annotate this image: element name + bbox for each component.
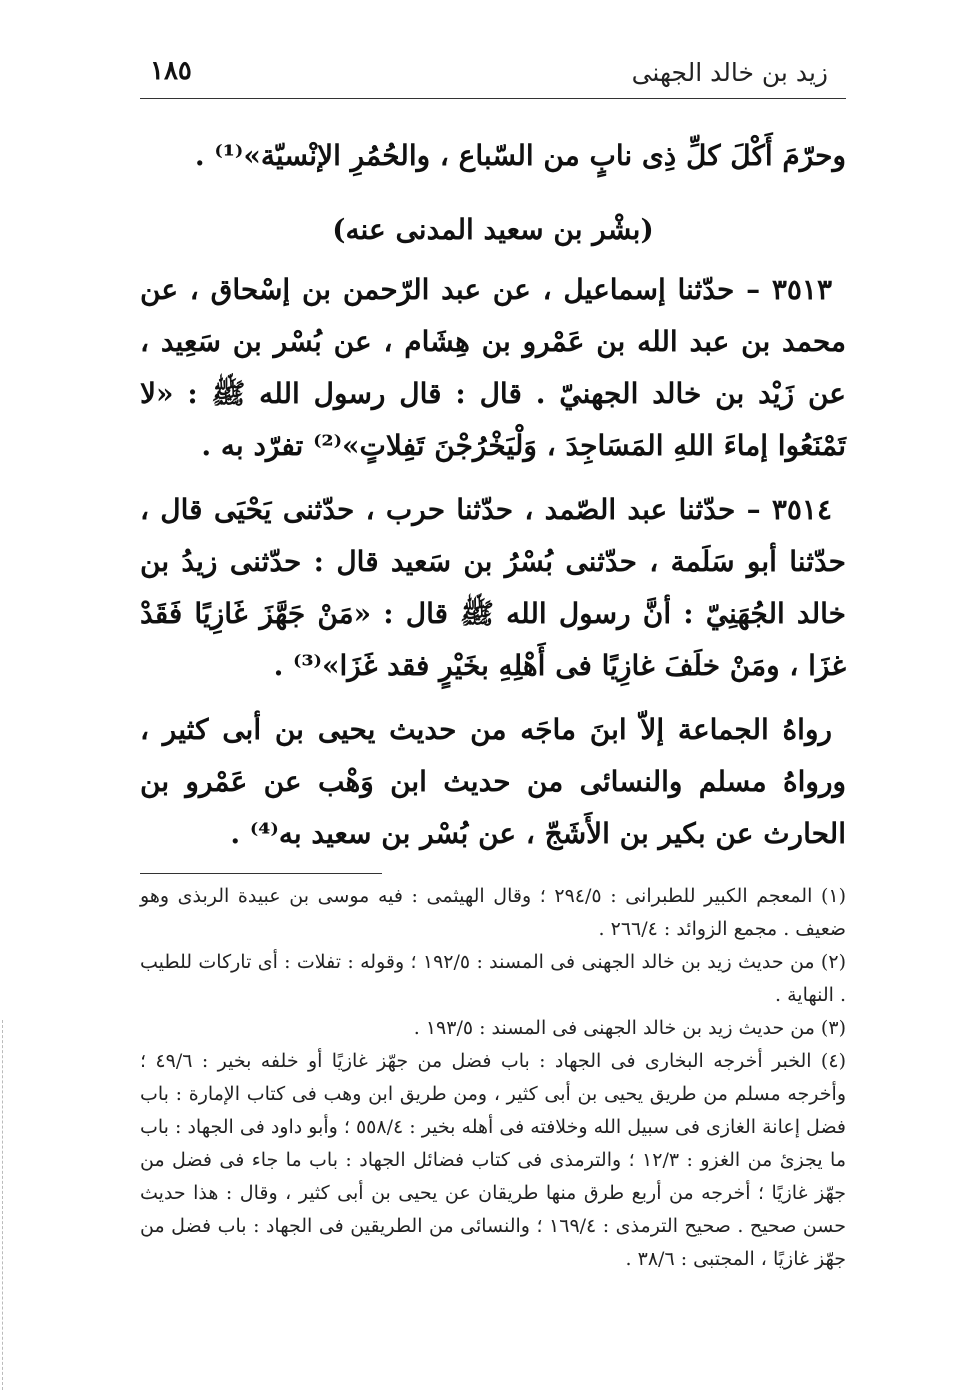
footnote-separator [140,873,382,874]
footnote-3: (٣) من حديث زيد بن خالد الجهنى فى المسند : ١٩٣/٥ . [413,1017,846,1039]
narration-note: رواهُ الجماعة إلاّ ابنَ ماجَه من حديث يحيى بن أبى كثير ، ورواهُ مسلم والنسائى من حديث ابن وَهْب عن عَمْرو بن الحارث عن بكير بن الأَشَجّ ، عن بُسْر بن سعيد به⁽⁴⁾ . [140,713,846,850]
hadith-3514: ٣٥١٤ – حدّثنا عبد الصّمد ، حدّثنا حرب ، حدّثنى يَحْيَى قال ، حدّثنا أبو سَلَمة ، حدّثنى بُسْرُ بن سَعيد قال : حدّثنى زيدُ بن خالد الجُهَنِيّ : أنَّ رسول الله ﷺ قال : «مَنْ جَهَّزَ غَازِيًا فَقَدْ غزَا ، ومَنْ خلَفَ غازِيًا فى أَهْلِهِ بخَيْرٍ فقد غَزَا»⁽³⁾ . [140,493,846,682]
header-title: زيد بن خالد الجهنى [631,58,828,87]
header-rule [140,98,846,99]
footnotes [140,880,846,1276]
scan-margin-line [2,1020,4,1390]
footnote-4: (٤) الخبر أخرجه البخارى فى الجهاد : باب فضل من جهّز غازيًا أو خلفه بخير : ٤٩/٦ ؛ وأخرجه مسلم من طريق يحيى بن أبى كثير ، ومن طريق ابن وهب فى كتاب الإمارة : باب فضل إعانة الغازى فى سبيل الله وخلافته فى أهله بخير : ٥٥٨/٤ ؛ وأبو داود فى الجهاد : باب ما يجزئ من الغزو : ١٢/٣ ؛ والترمذى فى كتاب فضائل الجهاد : باب ما جاء فى فضل من جهّز غازيًا ؛ أخرجه من أربع طرق منها طريقان عن يحيى بن أبى كثير ، وقال : هذا حديث حسن صحيح . صحيح الترمذى : ١٦٩/٤ ؛ والنسائى من الطريقين فى الجهاد : باب فضل من جهّز غازيًا ، المجتبى : ٣٨/٦ . [140,1050,846,1270]
section-heading: (بشْر بن سعيد المدنى عنه) [332,213,654,246]
paragraph-continuation: وحرّمَ أَكْلَ كلِّ ذِى نابٍ من السّباع ، والحُمُرِ الإنْسيّة»⁽¹⁾ . [194,139,846,172]
main-text [140,130,846,872]
footnote-1: (١) المعجم الكبير للطبرانى : ٢٩٤/٥ ؛ وقال الهيثمى : فيه موسى بن عبيدة الربذى وهو ضعيف . مجمع الزوائد : ٢٦٦/٤ . [140,885,847,940]
page-number: ١٨٥ [150,56,192,86]
footnote-2: (٢) من حديث زيد بن خالد الجهنى فى المسند : ١٩٢/٥ ؛ وقوله : تفلات : أى تاركات للطيب . النهاية . [140,951,846,1006]
running-header [140,52,846,100]
hadith-3513: ٣٥١٣ – حدّثنا إسماعيل ، عن عبد الرّحمن بن إسْحاق ، عن محمد بن عبد الله بن عَمْرو بن هِشَام ، عن بُسْر بن سَعِيد ، عن زَيْد بن خالد الجهنيّ . قال : قال رسول الله ﷺ : «لا تَمْنَعُوا إماءَ اللهِ المَسَاجِدَ ، وَلْيَخْرُجْنَ تَفِلاتٍ»⁽²⁾ تفرّد به . [140,273,846,462]
